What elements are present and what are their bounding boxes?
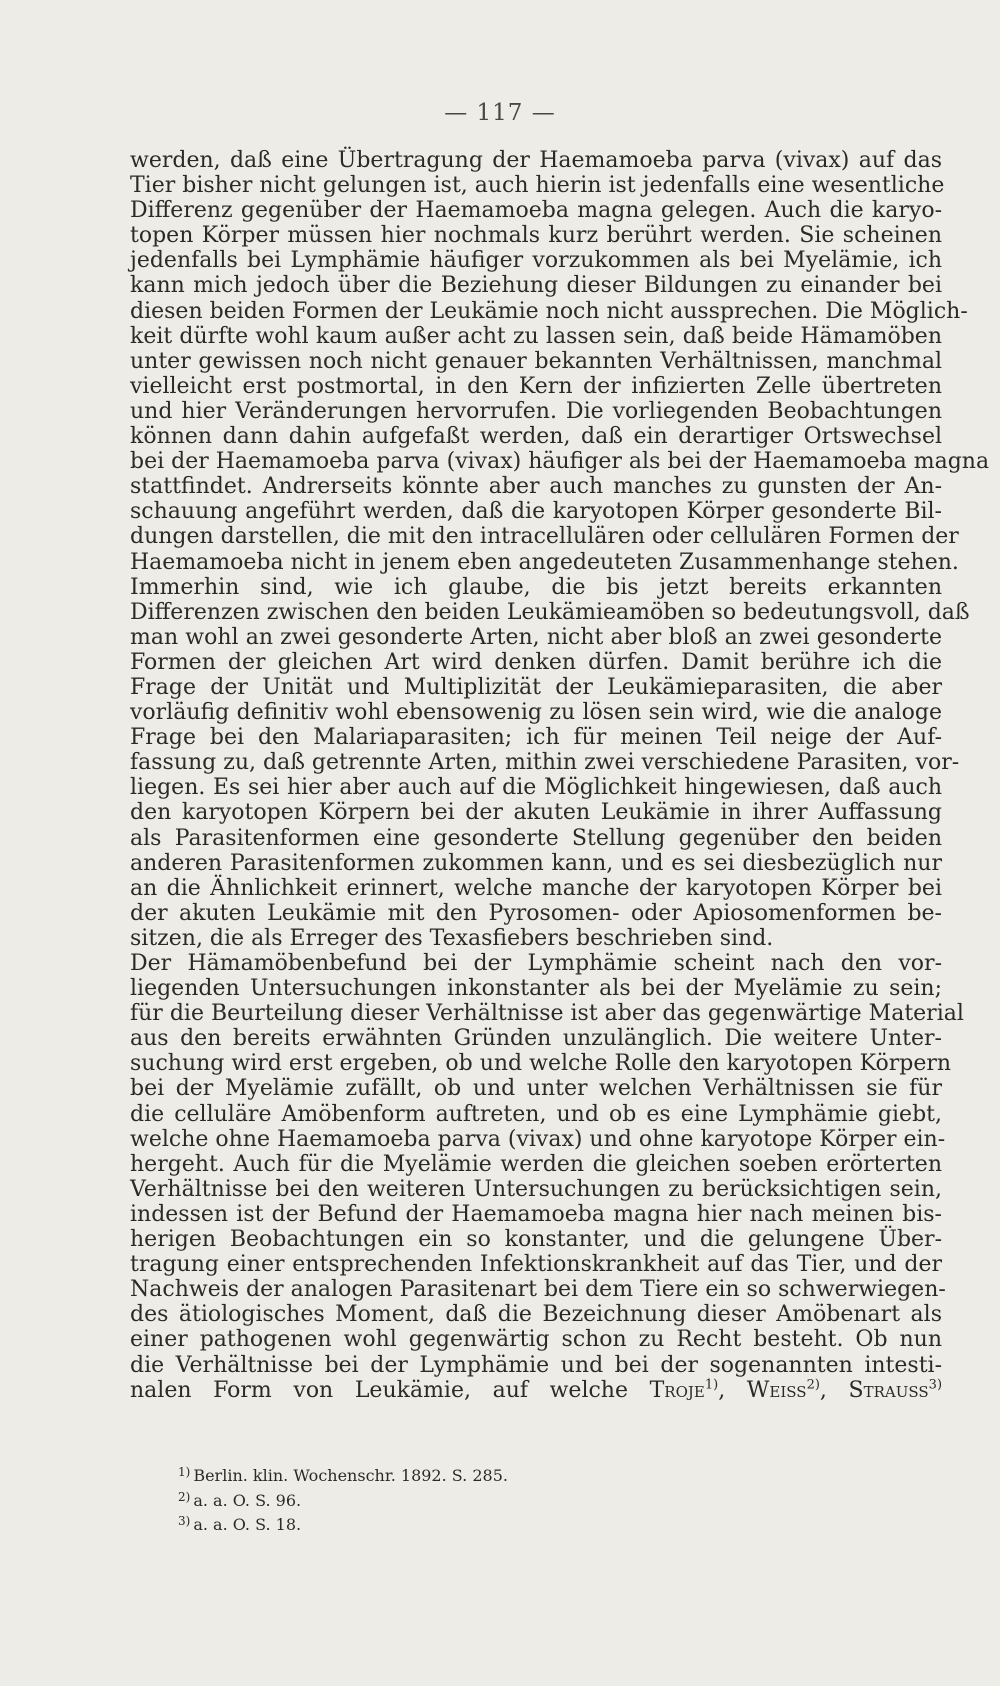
text-line: werden, daß eine Übertragung der Haemamoeba parva (vivax) auf das <box>130 148 942 173</box>
footnotes <box>178 1462 778 1536</box>
text-line: einer pathogenen wohl gegenwärtig schon zu Recht besteht. Ob nun <box>130 1327 942 1353</box>
text-line: Der Hämamöbenbefund bei der Lymphämie scheint nach den vor- <box>130 951 942 976</box>
text-line: vorläufig definitiv wohl ebensowenig zu lösen sein wird, wie die analoge <box>130 700 942 726</box>
text-line: Differenz gegenüber der Haemamoeba magna gelegen. Auch die karyo- <box>130 198 942 224</box>
text-line: schauung angeführt werden, daß die karyotopen Körper gesonderte Bil- <box>130 499 942 525</box>
text-line: welche ohne Haemamoeba parva (vivax) und ohne karyotope Körper ein- <box>130 1126 946 1152</box>
text-line: anderen Parasitenformen zukommen kann, und es sei diesbezüglich nur <box>130 850 942 876</box>
text-line: des ätiologisches Moment, daß die Bezeichnung dieser Amöbenart als <box>130 1302 942 1328</box>
text-line: unter gewissen noch nicht genauer bekannten Verhältnissen, manchmal <box>130 348 942 374</box>
footnote-reference: 2) <box>806 1377 820 1393</box>
body-text <box>130 148 990 1403</box>
footnote-mark: 3) <box>178 1514 191 1528</box>
text-line: vielleicht erst postmortal, in den Kern der infizierten Zelle übertreten <box>130 373 942 399</box>
text-line: diesen beiden Formen der Leukämie noch nicht aussprechen. Die Möglich- <box>130 298 968 324</box>
separator: , <box>718 1377 726 1403</box>
text-line: bei der Haemamoeba parva (vivax) häufiger als bei der Haemamoeba magna <box>130 449 990 475</box>
text-line: den karyotopen Körpern bei der akuten Leukämie in ihrer Auffassung <box>130 800 942 826</box>
page-number: — 117 — <box>444 100 556 126</box>
footnote-text: Berlin. klin. Wochenschr. 1892. S. 285. <box>193 1466 508 1485</box>
text-line: stattfindet. Andrerseits könnte aber auch manches zu gunsten der An- <box>130 474 942 500</box>
footnote-mark: 1) <box>178 1465 191 1479</box>
text-line: Frage der Unität und Multiplizität der Leukämieparasiten, die aber <box>130 674 942 700</box>
line-text: nalen Form von Leukämie, auf welche <box>130 1377 628 1403</box>
author-name: Strauss <box>848 1377 929 1403</box>
text-line: als Parasitenformen eine gesonderte Stellung gegenüber den beiden <box>130 825 942 851</box>
footnote-reference: 1) <box>704 1377 719 1393</box>
text-line: suchung wird erst ergeben, ob und welche Rolle den karyotopen Körpern <box>130 1051 952 1077</box>
text-line: Tier bisher nicht gelungen ist, auch hierin ist jedenfalls eine wesentliche <box>130 173 945 199</box>
text-line: man wohl an zwei gesonderte Arten, nicht aber bloß an zwei gesonderte <box>130 624 942 650</box>
footnote <box>178 1462 778 1487</box>
text-line: Haemamoeba nicht in jenem eben angedeuteten Zusammenhange stehen. <box>130 549 959 575</box>
text-line: Frage bei den Malariaparasiten; ich für meinen Teil neige der Auf- <box>130 725 942 751</box>
text-line: liegen. Es sei hier aber auch auf die Möglichkeit hingewiesen, daß auch <box>130 775 942 801</box>
text-line: der akuten Leukämie mit den Pyrosomen- oder Apiosomenformen be- <box>130 900 942 926</box>
text-line: die celluläre Amöbenform auftreten, und ob es eine Lymphämie giebt, <box>130 1101 942 1127</box>
text-line: topen Körper müssen hier nochmals kurz berührt werden. Sie scheinen <box>130 223 942 249</box>
text-line: tragung einer entsprechenden Infektionskrankheit auf das Tier, und der <box>130 1252 942 1278</box>
text-line: herigen Beobachtungen ein so konstanter, und die gelungene Über- <box>130 1227 942 1253</box>
footnote-text: a. a. O. S. 96. <box>193 1490 302 1510</box>
text-line: keit dürfte wohl kaum außer acht zu lassen sein, daß beide Hämamöben <box>130 323 942 349</box>
footnote-text: a. a. O. S. 18. <box>193 1515 302 1534</box>
text-line: hergeht. Auch für die Myelämie werden die gleichen soeben erörterten <box>130 1151 942 1177</box>
text-line: Differenzen zwischen den beiden Leukämieamöben so bedeutungsvoll, daß <box>130 599 970 625</box>
author-name: Troje <box>649 1377 705 1403</box>
text-line: fassung zu, daß getrennte Arten, mithin zwei verschiedene Parasiten, vor- <box>130 750 960 776</box>
text-line: die Verhältnisse bei der Lymphämie und bei der sogenannten intesti- <box>130 1352 942 1378</box>
footnote <box>178 1511 778 1536</box>
text-line: können dann dahin aufgefaßt werden, daß ein derartiger Ortswechsel <box>130 424 942 450</box>
separator: , <box>819 1377 827 1403</box>
text-line: für die Beurteilung dieser Verhältnisse ist aber das gegenwärtige Material <box>130 1001 964 1027</box>
text-line: jedenfalls bei Lymphämie häufiger vorzukommen als bei Myelämie, ich <box>130 248 942 274</box>
footnote-reference: 3) <box>928 1377 943 1393</box>
text-line: sitzen, die als Erreger des Texasfiebers beschrieben sind. <box>130 925 774 951</box>
text-line: kann mich jedoch über die Beziehung dieser Bildungen zu einander bei <box>130 273 942 299</box>
text-line: Formen der gleichen Art wird denken dürfen. Damit berühre ich die <box>130 649 942 675</box>
text-line: Immerhin sind, wie ich glaube, die bis jetzt bereits erkannten <box>130 574 942 600</box>
text-line: dungen darstellen, die mit den intracellulären oder cellulären Formen der <box>130 524 959 550</box>
footnote <box>178 1487 778 1512</box>
text-line: liegenden Untersuchungen inkonstanter als bei der Myelämie zu sein; <box>130 976 942 1002</box>
text-line: an die Ähnlichkeit erinnert, welche manche der karyotopen Körper bei <box>130 875 942 901</box>
text-line: und hier Veränderungen hervorrufen. Die vorliegenden Beobachtungen <box>130 398 942 424</box>
text-line: Verhältnisse bei den weiteren Untersuchungen zu berücksichtigen sein, <box>130 1176 942 1202</box>
text-line: indessen ist der Befund der Haemamoeba magna hier nach meinen bis- <box>130 1201 942 1227</box>
text-line: bei der Myelämie zufällt, ob und unter welchen Verhältnissen sie für <box>130 1076 942 1102</box>
footnote-mark: 2) <box>178 1489 191 1504</box>
text-line: Nachweis der analogen Parasitenart bei dem Tiere ein so schwerwiegen- <box>130 1277 946 1303</box>
text-line: aus den bereits erwähnten Gründen unzulänglich. Die weitere Unter- <box>130 1026 942 1052</box>
author-name: Weiss <box>746 1377 807 1403</box>
text-line-with-citations <box>130 1378 942 1403</box>
